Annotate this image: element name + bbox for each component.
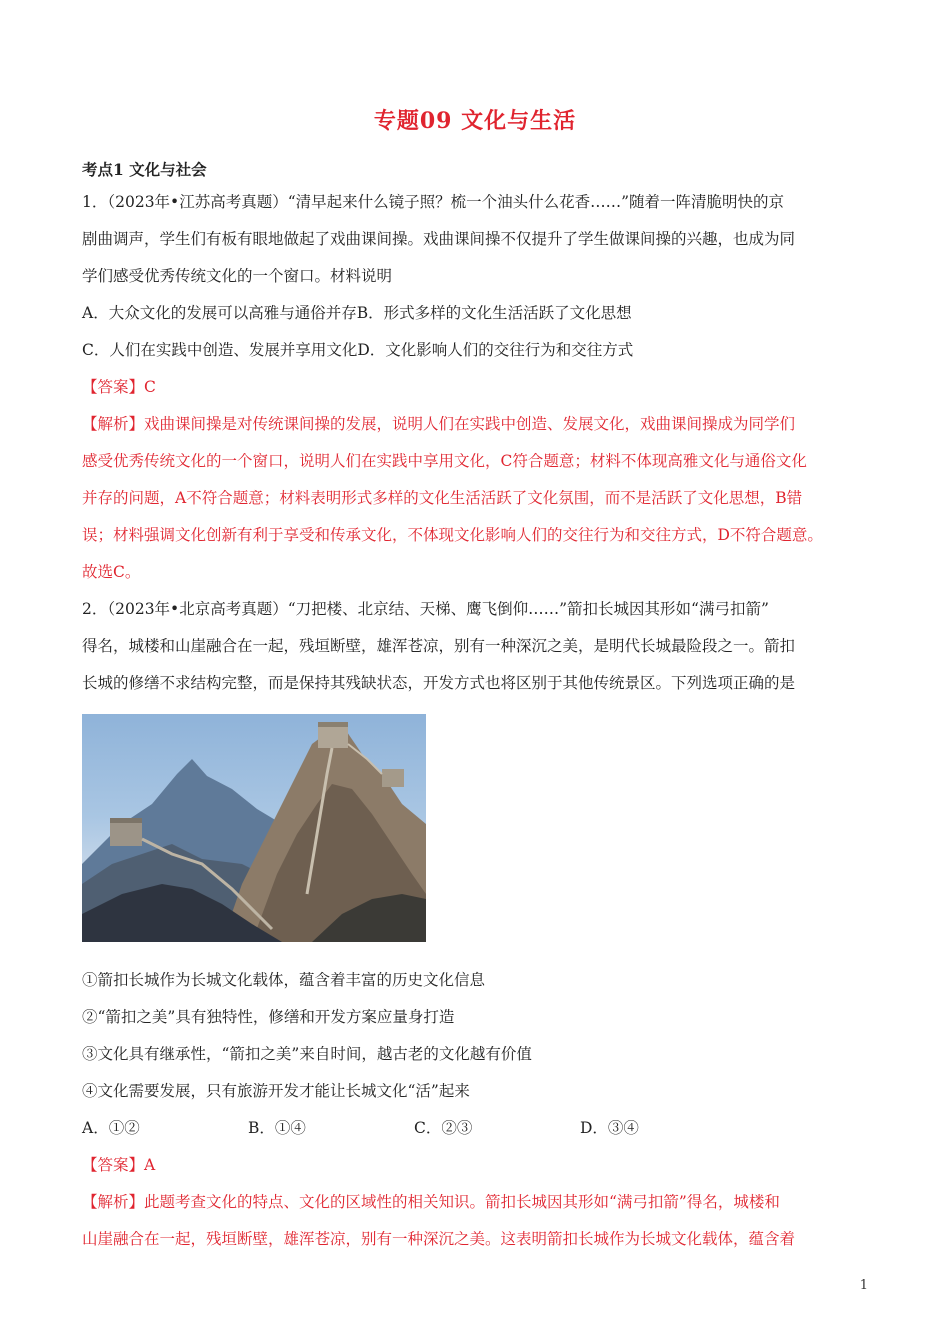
question-text-line: 得名，城楼和山崖融合在一起，残垣断壁，雄浑苍凉，别有一种深沉之美，是明代长城最险段之一。箭扣: [82, 637, 796, 655]
analysis-line: 【解析】戏曲课间操是对传统课间操的发展，说明人们在实践中创造、发展文化，戏曲课间操成为同学们: [82, 415, 796, 433]
analysis-line: 感受优秀传统文化的一个窗口，说明人们在实践中享用文化，C符合题意；材料不体现高雅文化与通俗文化: [82, 452, 807, 470]
page-number: 1: [859, 1278, 868, 1293]
option-d: D．③④: [580, 1119, 639, 1137]
question-text-line: 长城的修缮不求结构完整，而是保持其残缺状态，开发方式也将区别于其他传统景区。下列选项正确的是: [82, 674, 796, 692]
statement-2: ②“箭扣之美”具有独特性，修缮和开发方案应量身打造: [82, 1008, 455, 1026]
option-line: A．大众文化的发展可以高雅与通俗并存B．形式多样的文化生活活跃了文化思想: [82, 304, 632, 322]
content: [82, 156, 877, 1258]
question-text-line: 2．（2023年•北京高考真题）“刀把楼、北京结、天梯、鹰飞倒仰……”箭扣长城因其形如“满弓扣箭”: [82, 600, 769, 618]
statement-4: ④文化需要发展，只有旅游开发才能让长城文化“活”起来: [82, 1082, 470, 1100]
option-c: C．②③: [414, 1119, 473, 1137]
question-text-line: 剧曲调声，学生们有板有眼地做起了戏曲课间操。戏曲课间操不仅提升了学生做课间操的兴趣，也成为同: [82, 230, 796, 248]
question-text-line: 1．（2023年•江苏高考真题）“清早起来什么镜子照？梳一个油头什么花香……”随着一阵清脆明快的京: [82, 193, 785, 211]
section-heading: 考点1 文化与社会: [82, 160, 207, 179]
question-text-line: 学们感受优秀传统文化的一个窗口。材料说明: [82, 267, 393, 285]
analysis-line: 并存的问题，A不符合题意；材料表明形式多样的文化生活活跃了文化氛围，而不是活跃了文化思想，B错: [82, 489, 803, 507]
options-row: [82, 1110, 877, 1147]
page-title: 专题09 文化与生活: [373, 108, 577, 134]
option-b: B．①④: [248, 1119, 306, 1137]
answer: 【答案】A: [82, 1156, 156, 1174]
analysis-line: 【解析】此题考查文化的特点、文化的区域性的相关知识。箭扣长城因其形如“满弓扣箭”得名，城楼和: [82, 1193, 780, 1211]
option-a: A．①②: [82, 1119, 140, 1137]
analysis-line: 故选C。: [82, 563, 141, 581]
answer: 【答案】C: [82, 378, 156, 396]
great-wall-photo: [82, 714, 426, 942]
mountain-illustration: [82, 714, 426, 942]
analysis-line: 山崖融合在一起，残垣断壁，雄浑苍凉，别有一种深沉之美。这表明箭扣长城作为长城文化载体，蕴含着: [82, 1230, 796, 1248]
analysis-line: 误；材料强调文化创新有利于享受和传承文化，不体现文化影响人们的交往行为和交往方式，D不符合题意。: [82, 526, 823, 544]
question-1: [82, 184, 877, 591]
option-line: C．人们在实践中创造、发展并享用文化D．文化影响人们的交往行为和交往方式: [82, 341, 634, 359]
question-2: [82, 591, 877, 1258]
statement-3: ③文化具有继承性，“箭扣之美”来自时间，越古老的文化越有价值: [82, 1045, 532, 1063]
statement-1: ①箭扣长城作为长城文化载体，蕴含着丰富的历史文化信息: [82, 971, 486, 989]
